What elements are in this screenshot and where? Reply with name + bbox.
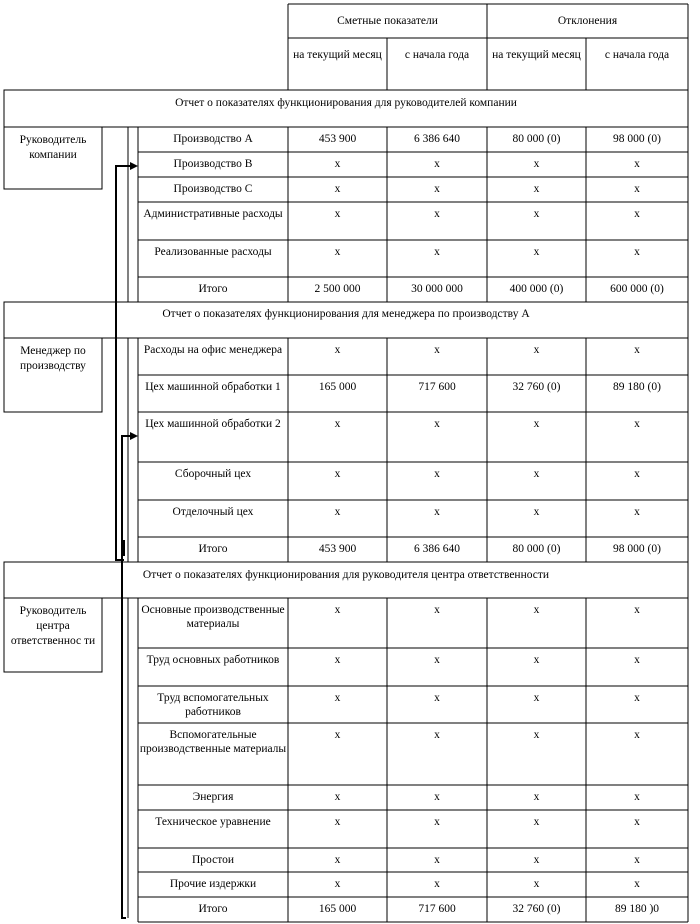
cell-budget-year: x xyxy=(434,791,440,803)
row-label: Цех машинной обработки 2 xyxy=(145,418,281,430)
header-group-budget: Сметные показатели xyxy=(337,15,438,27)
cell-budget-month: x xyxy=(334,729,341,741)
cell-budget-month: x xyxy=(334,854,341,866)
cell-budget-year: x xyxy=(434,418,440,430)
cell-budget-year: x xyxy=(434,246,440,258)
cell-budget-month: x xyxy=(334,208,341,220)
cell-deviation-month: x xyxy=(533,878,540,890)
cell-budget-month: x xyxy=(334,183,341,195)
cell-budget-year: x xyxy=(434,344,440,356)
cell-deviation-year: x xyxy=(634,208,640,220)
cell-deviation-year: x xyxy=(634,854,640,866)
cell-deviation-year: 98 000 (0) xyxy=(613,133,661,145)
row-label: Труд основных работников xyxy=(146,654,280,666)
header-group-deviation: Отклонения xyxy=(557,15,618,27)
cell-budget-year: x xyxy=(434,208,440,220)
cell-deviation-year: x xyxy=(634,604,640,616)
cell-deviation-month: 80 000 (0) xyxy=(512,543,561,555)
cell-budget-year: x xyxy=(434,506,440,518)
row-label: Энергия xyxy=(192,791,234,803)
row-label: Итого xyxy=(198,543,228,555)
cell-deviation-year: x xyxy=(634,878,640,890)
cell-budget-year: 6 386 640 xyxy=(414,133,460,145)
header-col-budget-month: на текущий месяц xyxy=(293,49,382,61)
cell-deviation-year: 89 180 (0) xyxy=(613,381,661,393)
row-label: Расходы на офис менеджера xyxy=(143,344,283,356)
cell-budget-year: 6 386 640 xyxy=(414,543,460,555)
cell-deviation-month: 80 000 (0) xyxy=(512,133,561,145)
cell-budget-year: x xyxy=(434,854,440,866)
cell-deviation-month: x xyxy=(533,344,540,356)
cell-budget-month: x xyxy=(334,654,341,666)
cell-deviation-year: x xyxy=(634,791,640,803)
cell-deviation-month: x xyxy=(533,208,540,220)
cell-budget-year: x xyxy=(434,729,440,741)
section-2-title: Отчет о показателях функционирования для менеджера по производству А xyxy=(162,308,530,320)
cell-deviation-year: 89 180 )0 xyxy=(614,903,660,915)
cell-deviation-year: 600 000 (0) xyxy=(610,283,664,295)
row-label: Цех машинной обработки 1 xyxy=(145,381,281,393)
cell-budget-month: x xyxy=(334,692,341,704)
cell-budget-year: 30 000 000 xyxy=(411,283,463,295)
cell-budget-month: x xyxy=(334,791,341,803)
cell-deviation-year: x xyxy=(634,158,640,170)
section-1-title: Отчет о показателях функционирования для руководителей компании xyxy=(175,97,517,109)
cell-deviation-year: x xyxy=(634,816,640,828)
cell-budget-month: x xyxy=(334,468,341,480)
row-label: Производство А xyxy=(173,133,253,145)
section-1-owner: Руководитель компании xyxy=(19,134,87,161)
cell-deviation-month: x xyxy=(533,791,540,803)
cell-budget-month: x xyxy=(334,158,341,170)
cell-budget-month: 453 900 xyxy=(318,133,357,145)
cell-deviation-year: x xyxy=(634,344,640,356)
cell-deviation-year: 98 000 (0) xyxy=(613,543,661,555)
row-label: Административные расходы xyxy=(143,208,283,220)
cell-budget-year: x xyxy=(434,468,440,480)
row-label: Простои xyxy=(192,854,234,866)
cell-deviation-year: x xyxy=(634,183,640,195)
row-label: Техническое уравнение xyxy=(155,816,271,828)
cell-budget-month: 453 900 xyxy=(318,543,357,555)
cell-budget-year: x xyxy=(434,654,440,666)
cell-budget-month: 165 000 xyxy=(318,381,357,393)
cell-deviation-month: x xyxy=(533,418,540,430)
cell-deviation-year: x xyxy=(634,468,640,480)
cell-budget-year: x xyxy=(434,816,440,828)
cell-deviation-month: x xyxy=(533,692,540,704)
row-label: Сборочный цех xyxy=(174,468,252,480)
cell-deviation-year: x xyxy=(634,692,640,704)
row-label: Прочие издержки xyxy=(169,878,257,890)
cell-deviation-month: x xyxy=(533,816,540,828)
cell-deviation-month: 400 000 (0) xyxy=(509,283,564,295)
cell-budget-month: x xyxy=(334,878,341,890)
section-3-title: Отчет о показателях функционирования для руководителя центра ответственности xyxy=(142,569,550,581)
cell-deviation-month: x xyxy=(533,506,540,518)
row-label: Отделочный цех xyxy=(172,506,254,518)
cell-budget-year: x xyxy=(434,183,440,195)
header-col-deviation-year: с начала года xyxy=(604,49,670,61)
row-label: Производство В xyxy=(173,158,253,170)
cell-deviation-month: x xyxy=(533,729,540,741)
cell-deviation-month: 32 760 (0) xyxy=(512,903,561,915)
cell-deviation-month: x xyxy=(533,854,540,866)
cell-budget-month: x xyxy=(334,816,341,828)
cell-budget-month: x xyxy=(334,418,341,430)
row-label: Производство С xyxy=(173,183,253,195)
header-col-budget-year: с начала года xyxy=(404,49,470,61)
cell-deviation-year: x xyxy=(634,246,640,258)
cell-deviation-month: 32 760 (0) xyxy=(512,381,561,393)
cell-deviation-month: x xyxy=(533,604,540,616)
row-label: Реализованные расходы xyxy=(154,246,272,258)
cell-deviation-month: x xyxy=(533,654,540,666)
row-label: Труд вспомогательных работников xyxy=(157,692,269,718)
cell-deviation-year: x xyxy=(634,729,640,741)
cell-budget-month: x xyxy=(334,506,341,518)
cell-deviation-year: x xyxy=(634,418,640,430)
cell-deviation-month: x xyxy=(533,246,540,258)
cell-budget-year: x xyxy=(434,604,440,616)
cell-budget-year: x xyxy=(434,878,440,890)
cell-budget-year: 717 600 xyxy=(418,381,456,393)
cell-deviation-month: x xyxy=(533,158,540,170)
row-label: Основные производственные материалы xyxy=(141,604,285,630)
cell-deviation-month: x xyxy=(533,183,540,195)
cell-deviation-year: x xyxy=(634,654,640,666)
row-label: Итого xyxy=(198,903,228,915)
cell-budget-year: 717 600 xyxy=(418,903,456,915)
section-3-owner: Руководитель центра ответственнос ти xyxy=(10,605,96,647)
row-label: Итого xyxy=(198,283,228,295)
section-2-owner: Менеджер по производству xyxy=(20,345,86,372)
row-label: Вспомогательные производственные материалы xyxy=(139,729,287,755)
cell-budget-year: x xyxy=(434,692,440,704)
header-col-deviation-month: на текущий месяц xyxy=(492,49,581,61)
cell-budget-year: x xyxy=(434,158,440,170)
cell-budget-month: x xyxy=(334,604,341,616)
cell-deviation-year: x xyxy=(634,506,640,518)
cell-budget-month: x xyxy=(334,344,341,356)
cell-budget-month: x xyxy=(334,246,341,258)
cell-budget-month: 165 000 xyxy=(318,903,357,915)
cell-budget-month: 2 500 000 xyxy=(314,283,361,295)
cell-deviation-month: x xyxy=(533,468,540,480)
